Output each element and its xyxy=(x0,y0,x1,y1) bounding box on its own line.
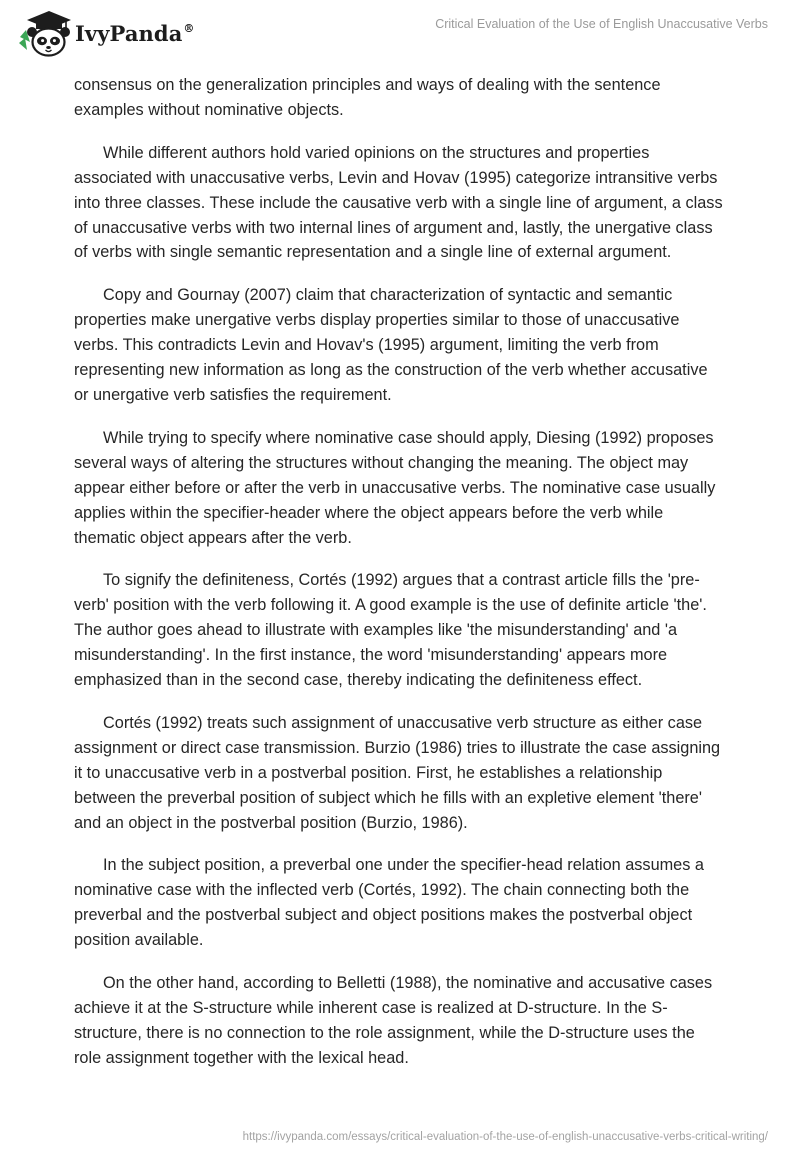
registered-mark: ® xyxy=(183,21,195,35)
brand-name-text: IvyPanda xyxy=(75,20,183,46)
panda-graduate-icon xyxy=(14,8,72,58)
page-header xyxy=(0,0,800,70)
paragraph: On the other hand, according to Belletti (1988), the nominative and accusative cases achieve it at the S-structure while inherent case is realized at D-structure. In the S-structure, there is no connection to the role assignment, while the D-structure uses the role assignment together with the lexical head. xyxy=(74,974,713,1067)
paragraph: Copy and Gournay (2007) claim that characterization of syntactic and semantic properties make unergative verbs display properties similar to those of unaccusative verbs. This contradicts Levin and Hovav's (1995) argument, limiting the verb from representing new information as long as the construction of the verb whether accusative or unergative verb satisfies the requirement. xyxy=(74,286,708,404)
paragraph: Cortés (1992) treats such assignment of unaccusative verb structure as either case assignment or direct case transmission. Burzio (1986) tries to illustrate the case assigning it to unaccusative verb in a postverbal position. First, he establishes a relationship between the preverbal position of subject which he fills with an expletive element 'there' and an object in the postverbal position (Burzio, 1986). xyxy=(74,713,721,832)
paragraph: To signify the definiteness, Cortés (1992) argues that a contrast article fills the 'pre-verb' position with the verb following it. A good example is the use of definite article 'the'. The author goes ahead to illustrate with examples like 'the misunderstanding' and 'a misunderstanding'. In the first instance, the word 'misunderstanding' appears more emphasized than in the second case, thereby indicating the definiteness effect. xyxy=(74,571,707,690)
paragraph: While trying to specify where nominative case should apply, Diesing (1992) proposes several ways of altering the structures without changing the meaning. The object may appear either before or after the verb in unaccusative verbs. The nominative case usually applies within the specifier-header where the object appears before the verb while thematic object appears after the verb. xyxy=(74,428,716,547)
source-url[interactable]: https://ivypanda.com/essays/critical-evaluation-of-the-use-of-english-unaccusative-verbs-critical-writing/ xyxy=(242,1131,768,1143)
ivypanda-logo[interactable] xyxy=(14,8,195,58)
document-title: Critical Evaluation of the Use of English Unaccusative Verbs xyxy=(435,17,768,31)
paragraph: While different authors hold varied opinions on the structures and properties associated with unaccusative verbs, Levin and Hovav (1995) categorize intransitive verbs into three classes. These include the causative verb with a single line of argument, a class of unaccusative verbs with two internal lines of argument and, lastly, the unergative class of verbs with single semantic representation and a single line of external argument. xyxy=(74,143,723,262)
paragraph: In the subject position, a preverbal one under the specifier-head relation assumes a nominative case with the inflected verb (Cortés, 1992). The chain connecting both the preverbal and the postverbal subject and object positions makes the postverbal object position available. xyxy=(74,856,704,950)
paragraph: consensus on the generalization principles and ways of dealing with the sentence examples without nominative objects. xyxy=(74,76,661,119)
essay-body xyxy=(74,73,726,1089)
brand-name xyxy=(75,21,195,46)
